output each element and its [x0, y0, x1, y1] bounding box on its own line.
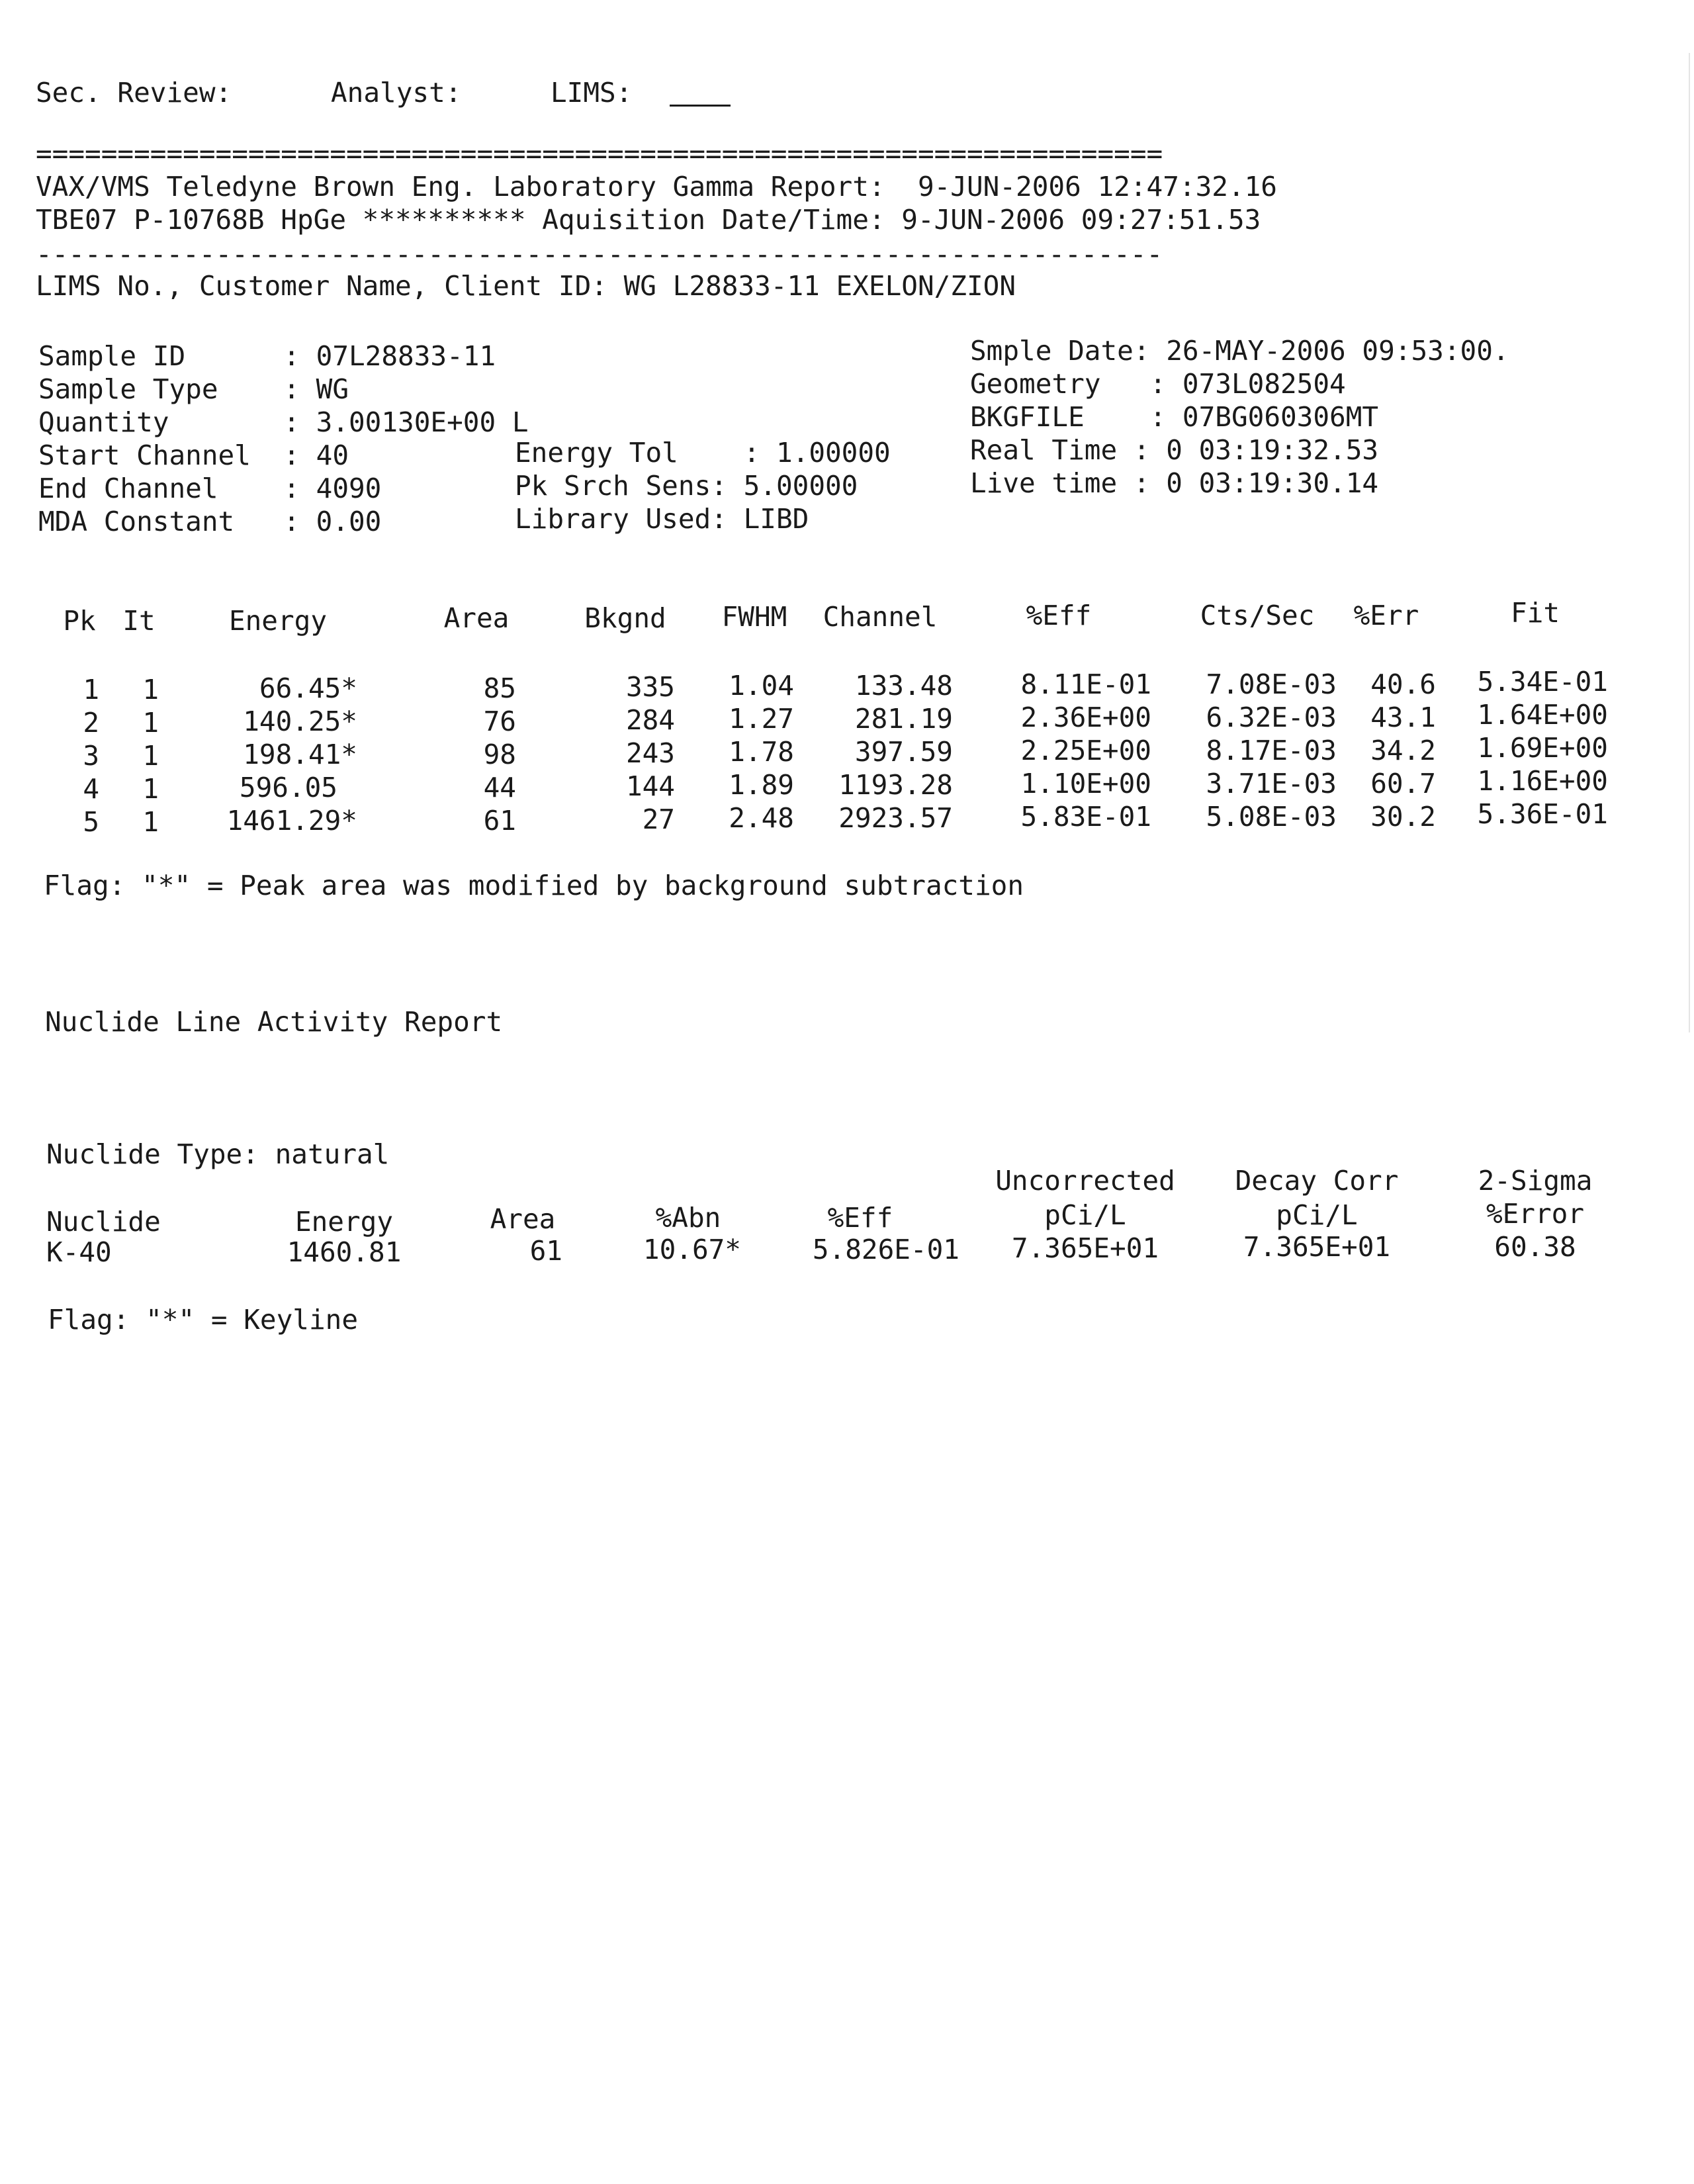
- cell-err: 43.1: [1370, 702, 1436, 733]
- report-header-line-1: VAX/VMS Teledyne Brown Eng. Laboratory Gamma Report: 9-JUN-2006 12:47:32.16: [36, 171, 1277, 203]
- cell-err: 60.7: [1370, 768, 1436, 799]
- cell-area: 85: [483, 672, 516, 704]
- library-used-row: Library Used: LIBD: [515, 503, 809, 535]
- cell-it: 1: [142, 707, 159, 739]
- header-2-sigma: 2-Sigma: [1478, 1165, 1593, 1197]
- cell-uncorrected-pci: 7.365E+01: [1011, 1232, 1159, 1264]
- cell-nuclide: K-40: [46, 1236, 112, 1268]
- report-header-line-2: TBE07 P-10768B HpGe ********** Aquisition Date/Time: 9-JUN-2006 09:27:51.53: [36, 204, 1261, 236]
- col-cts-sec: Cts/Sec: [1200, 600, 1315, 631]
- cell-fwhm: 2.48: [729, 802, 794, 834]
- lims-label: LIMS:: [551, 77, 633, 109]
- nuclide-type-line: Nuclide Type: natural: [46, 1138, 390, 1170]
- cell-energy: 140.25*: [243, 705, 357, 737]
- cell-energy: 66.45*: [259, 672, 357, 704]
- cell-cts-sec: 7.08E-03: [1206, 668, 1337, 700]
- col-pk: Pk: [63, 605, 96, 637]
- cell-2-sigma-error: 60.38: [1494, 1231, 1576, 1263]
- peak-flag-note: Flag: "*" = Peak area was modified by background subtraction: [44, 870, 1024, 901]
- bkgfile-row: BKGFILE : 07BG060306MT: [970, 401, 1379, 433]
- cell-fwhm: 1.89: [729, 769, 794, 801]
- col-energy: Energy: [294, 1206, 394, 1238]
- real-time-row: Real Time : 0 03:19:32.53: [970, 434, 1379, 466]
- cell-pk: 5: [83, 806, 99, 838]
- cell-channel: 281.19: [854, 703, 953, 735]
- cell-energy: 1460.81: [287, 1236, 402, 1268]
- cell-area: 76: [483, 705, 516, 737]
- cell-pk: 2: [83, 707, 99, 739]
- cell-area: 98: [483, 739, 516, 770]
- cell-eff: 8.11E-01: [1020, 668, 1151, 700]
- cell-eff: 1.10E+00: [1020, 768, 1151, 799]
- col-it: It: [122, 605, 156, 637]
- cell-bkgnd: 27: [642, 803, 675, 835]
- cell-it: 1: [142, 740, 159, 772]
- header-uncorrected: Uncorrected: [995, 1165, 1175, 1197]
- cell-area: 44: [483, 772, 516, 803]
- cell-channel: 1193.28: [838, 769, 953, 801]
- cell-err: 40.6: [1370, 668, 1436, 700]
- lims-client-line: LIMS No., Customer Name, Client ID: WG L28833-11 EXELON/ZION: [36, 270, 1016, 302]
- cell-bkgnd: 335: [625, 671, 675, 703]
- cell-fit: 5.36E-01: [1477, 798, 1608, 830]
- cell-cts-sec: 6.32E-03: [1206, 702, 1337, 733]
- cell-cts-sec: 3.71E-03: [1206, 768, 1337, 799]
- cell-channel: 397.59: [854, 736, 953, 768]
- cell-eff: 2.36E+00: [1020, 702, 1151, 733]
- double-separator: =====================================================================: [36, 140, 1163, 167]
- cell-it: 1: [142, 806, 159, 838]
- cell-bkgnd: 144: [625, 770, 675, 802]
- start-channel-row: Start Channel : 40: [38, 439, 349, 471]
- col-channel: Channel: [823, 601, 938, 633]
- cell-it: 1: [142, 773, 159, 805]
- col-energy: Energy: [228, 605, 328, 637]
- cell-channel: 133.48: [854, 670, 953, 702]
- col-fwhm: FWHM: [721, 601, 787, 633]
- single-separator: ---------------------------------------------------------------------: [36, 241, 1163, 268]
- cell-pk: 1: [83, 674, 99, 705]
- cell-energy: 1461.29*: [226, 805, 357, 837]
- cell-fit: 5.34E-01: [1477, 666, 1608, 698]
- cell-channel: 2923.57: [838, 802, 953, 834]
- col-2-sigma-error: %Error: [1486, 1198, 1585, 1230]
- cell-pk: 4: [83, 773, 99, 805]
- col-eff: %Eff: [1026, 600, 1092, 631]
- live-time-row: Live time : 0 03:19:30.14: [970, 467, 1379, 499]
- col-area: Area: [443, 602, 510, 634]
- cell-eff: 2.25E+00: [1020, 735, 1151, 766]
- cell-area: 61: [529, 1235, 562, 1267]
- header-decay-corr: Decay Corr: [1235, 1165, 1399, 1197]
- col-eff: %Eff: [827, 1202, 893, 1234]
- col-area: Area: [490, 1203, 556, 1235]
- cell-fwhm: 1.78: [729, 736, 794, 768]
- col-err: %Err: [1353, 600, 1419, 631]
- mda-constant-row: MDA Constant : 0.00: [38, 506, 382, 537]
- cell-cts-sec: 5.08E-03: [1206, 801, 1337, 833]
- cell-decay-corr-pci: 7.365E+01: [1243, 1231, 1391, 1263]
- cell-it: 1: [142, 674, 159, 705]
- col-decay-corr-pci: pCi/L: [1276, 1199, 1358, 1231]
- energy-tol-row: Energy Tol : 1.00000: [515, 437, 891, 469]
- scan-edge-shadow: [1689, 53, 1690, 1032]
- col-abn: %Abn: [655, 1202, 721, 1234]
- sample-date-row: Smple Date: 26-MAY-2006 09:53:00.: [970, 335, 1509, 367]
- sec-review-label: Sec. Review:: [36, 77, 232, 109]
- sample-type-row: Sample Type : WG: [38, 373, 349, 405]
- cell-fit: 1.16E+00: [1477, 765, 1608, 797]
- analyst-label: Analyst:: [331, 77, 462, 109]
- cell-area: 61: [483, 805, 516, 837]
- cell-energy: 198.41*: [243, 739, 357, 770]
- col-fit: Fit: [1510, 597, 1560, 629]
- cell-cts-sec: 8.17E-03: [1206, 735, 1337, 766]
- cell-fit: 1.69E+00: [1477, 732, 1608, 764]
- cell-abn: 10.67*: [643, 1234, 741, 1265]
- lims-signature-blank: [670, 81, 731, 111]
- nuclide-flag-note: Flag: "*" = Keyline: [48, 1304, 358, 1336]
- nuclide-report-title: Nuclide Line Activity Report: [45, 1006, 503, 1038]
- col-bkgnd: Bkgnd: [584, 602, 666, 634]
- cell-pk: 3: [83, 740, 99, 772]
- cell-energy: 596.05: [239, 772, 337, 803]
- cell-eff: 5.83E-01: [1020, 801, 1151, 833]
- cell-fit: 1.64E+00: [1477, 699, 1608, 731]
- cell-bkgnd: 243: [625, 737, 675, 769]
- quantity-row: Quantity : 3.00130E+00 L: [38, 406, 529, 438]
- end-channel-row: End Channel : 4090: [38, 473, 382, 504]
- geometry-row: Geometry : 073L082504: [970, 368, 1346, 400]
- sample-id-row: Sample ID : 07L28833-11: [38, 340, 496, 372]
- col-uncorrected-pci: pCi/L: [1044, 1199, 1126, 1231]
- cell-fwhm: 1.04: [729, 670, 794, 702]
- col-nuclide: Nuclide: [46, 1206, 161, 1238]
- cell-fwhm: 1.27: [729, 703, 794, 735]
- cell-eff: 5.826E-01: [812, 1234, 959, 1265]
- pk-srch-sens-row: Pk Srch Sens: 5.00000: [515, 470, 858, 502]
- cell-bkgnd: 284: [625, 704, 675, 736]
- cell-err: 30.2: [1370, 801, 1436, 833]
- cell-err: 34.2: [1370, 735, 1436, 766]
